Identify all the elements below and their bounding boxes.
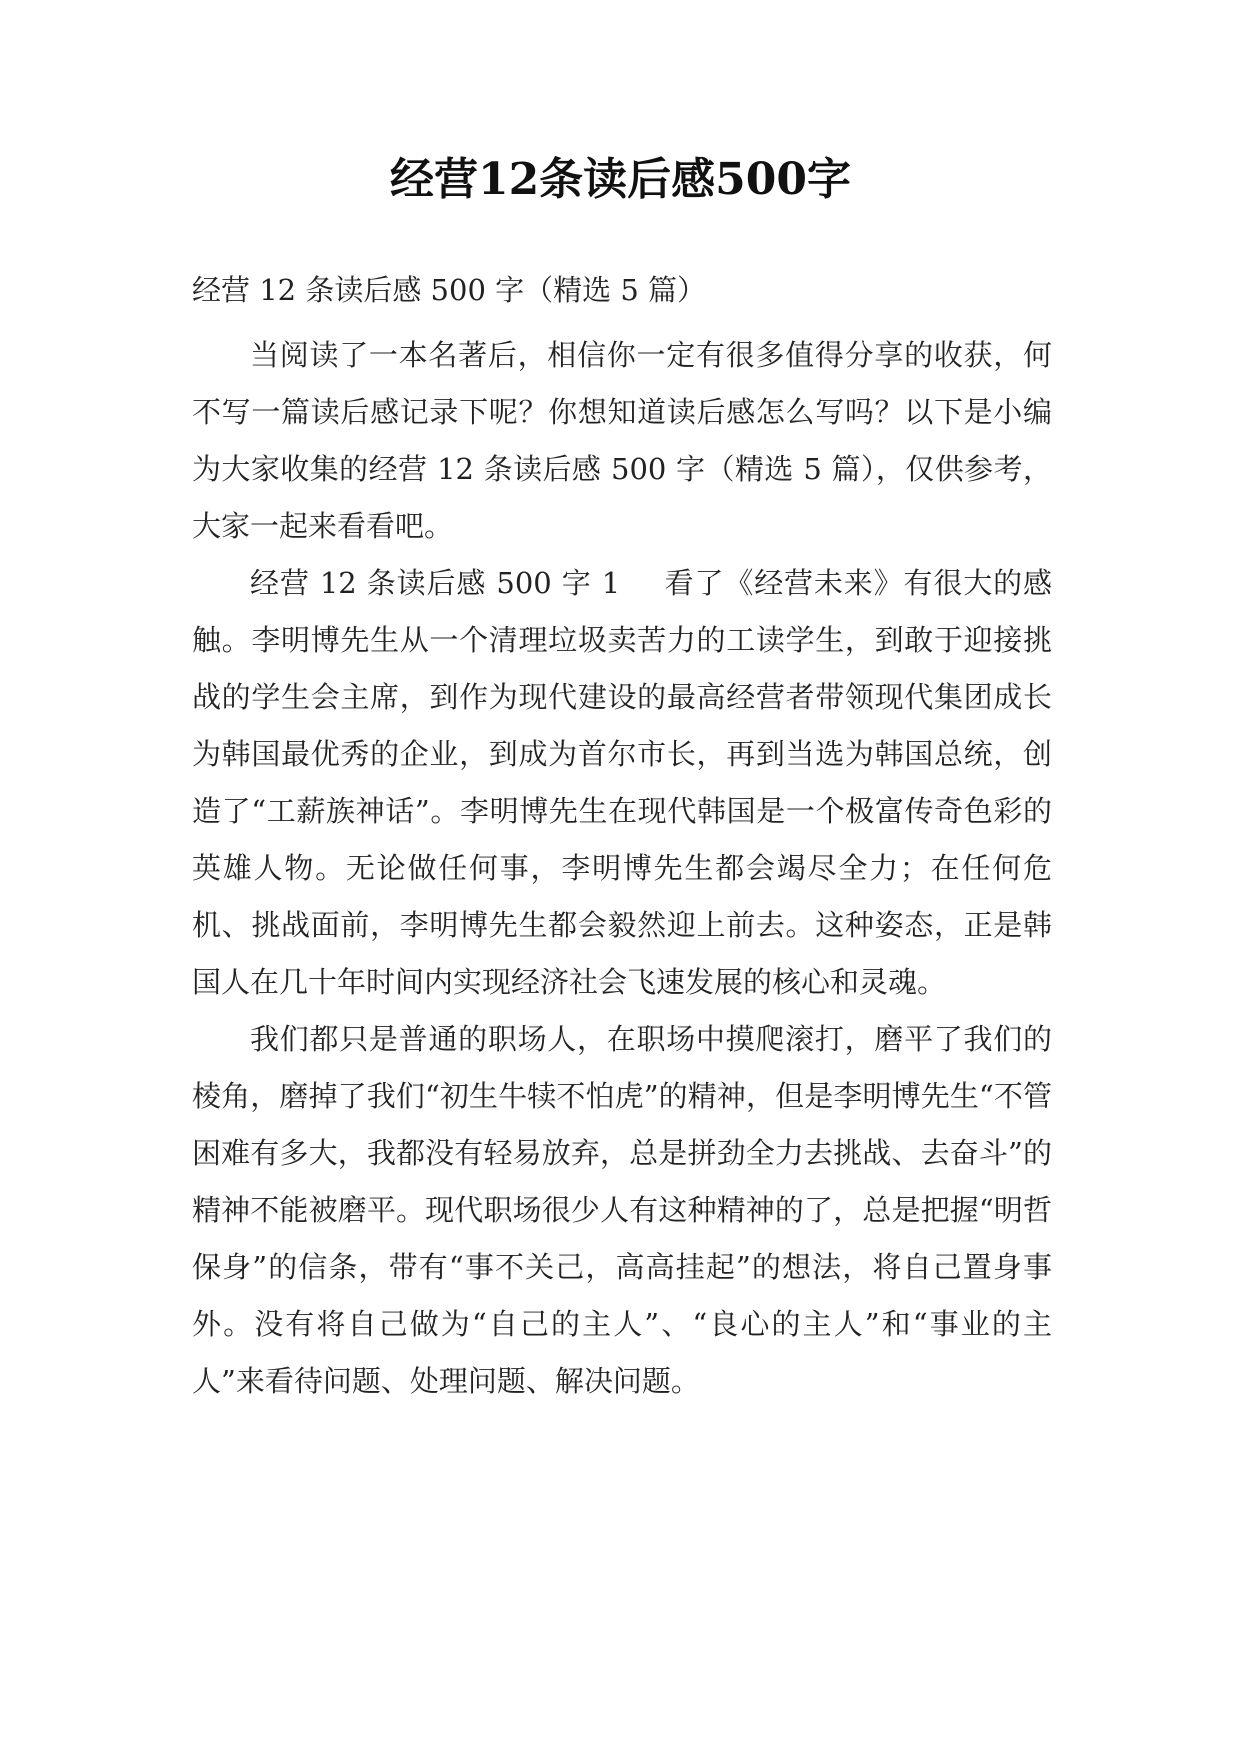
document-subtitle: 经营 12 条读后感 500 字（精选 5 篇）: [192, 273, 707, 307]
essay-heading: 经营 12 条读后感 500 字 1: [250, 566, 621, 600]
document-body: [192, 270, 1052, 1410]
paragraph-text: 看了《经营未来》有很大的感触。李明博先生从一个清理垃圾卖苦力的工读学生，到敢于迎接挑战的学生会主席，到作为现代建设的最高经营者带领现代集团成长为韩国最优秀的企业，到成为首尔市长，再到当选为韩国总统，创造了“工薪族神话”。李明博先生在现代韩国是一个极富传奇色彩的英雄人物。无论做任何事，李明博先生都会竭尽全力；在任何危机、挑战面前，李明博先生都会毅然迎上前去。这种姿态，正是韩国人在几十年时间内实现经济社会飞速发展的核心和灵魂。: [192, 566, 1052, 999]
paragraph-essay-1-continued: [192, 1011, 1052, 1410]
paragraph-intro: [192, 327, 1052, 555]
paragraph-text: 我们都只是普通的职场人，在职场中摸爬滚打，磨平了我们的棱角，磨掉了我们“初生牛犊不怕虎”的精神，但是李明博先生“不管困难有多大，我都没有轻易放弃，总是拼劲全力去挑战、去奋斗”的精神不能被磨平。现代职场很少人有这种精神的了，总是把握“明哲保身”的信条，带有“事不关己，高高挂起”的想法，将自己置身事外。没有将自己做为“自己的主人”、“良心的主人”和“事业的主人”来看待问题、处理问题、解决问题。: [192, 1022, 1052, 1398]
paragraph-essay-1: [192, 555, 1052, 1011]
paragraph-text: 当阅读了一本名著后，相信你一定有很多值得分享的收获，何不写一篇读后感记录下呢？你想知道读后感怎么写吗？以下是小编为大家收集的经营 12 条读后感 500 字（精选 5 篇），仅供参考，大家一起来看看吧。: [192, 338, 1052, 543]
document-title: 经营12条读后感500字: [389, 154, 852, 205]
